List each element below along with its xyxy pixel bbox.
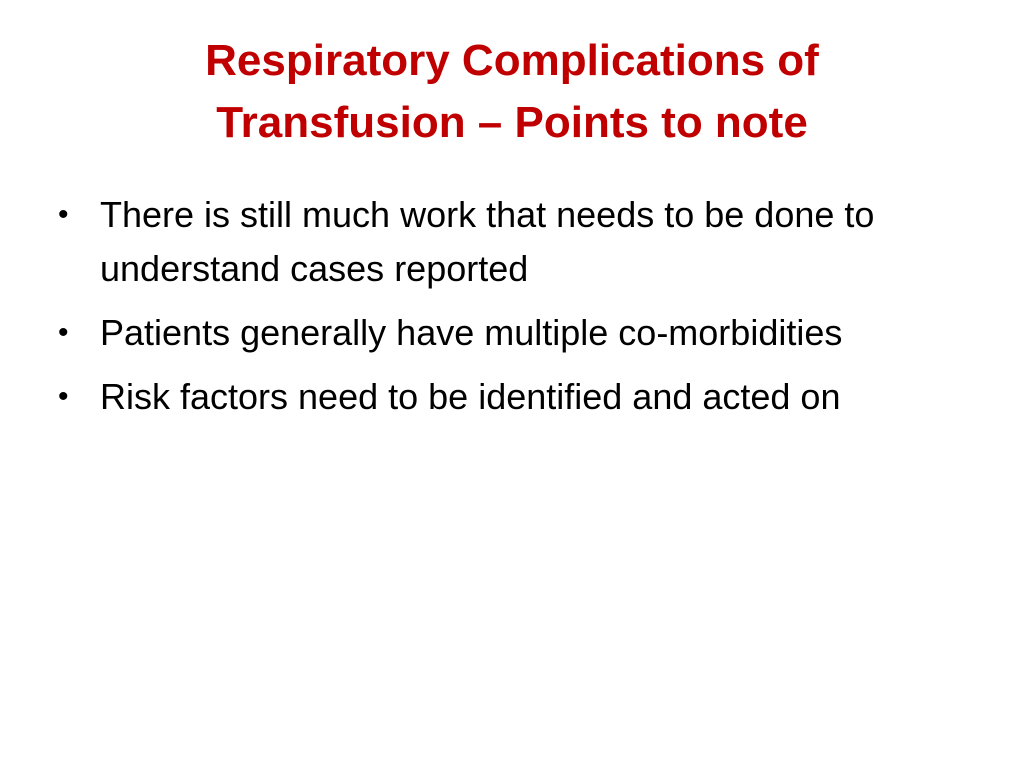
bullet-text: There is still much work that needs to be done to understand cases reported [100, 194, 875, 289]
bullet-text: Risk factors need to be identified and acted on [100, 376, 841, 417]
slide-title [0, 30, 1024, 154]
bullet-dot-icon: • [58, 198, 69, 231]
slide-title-line-1: Respiratory Complications of [205, 36, 819, 85]
bullet-dot-icon: • [58, 380, 69, 413]
bullet-item [56, 306, 976, 360]
bullet-dot-icon: • [58, 316, 69, 349]
bullet-text: Patients generally have multiple co-morbidities [100, 312, 843, 353]
bullet-item [56, 188, 976, 296]
slide-title-line-2: Transfusion – Points to note [216, 98, 808, 147]
bullet-list [56, 188, 976, 434]
bullet-item [56, 370, 976, 424]
